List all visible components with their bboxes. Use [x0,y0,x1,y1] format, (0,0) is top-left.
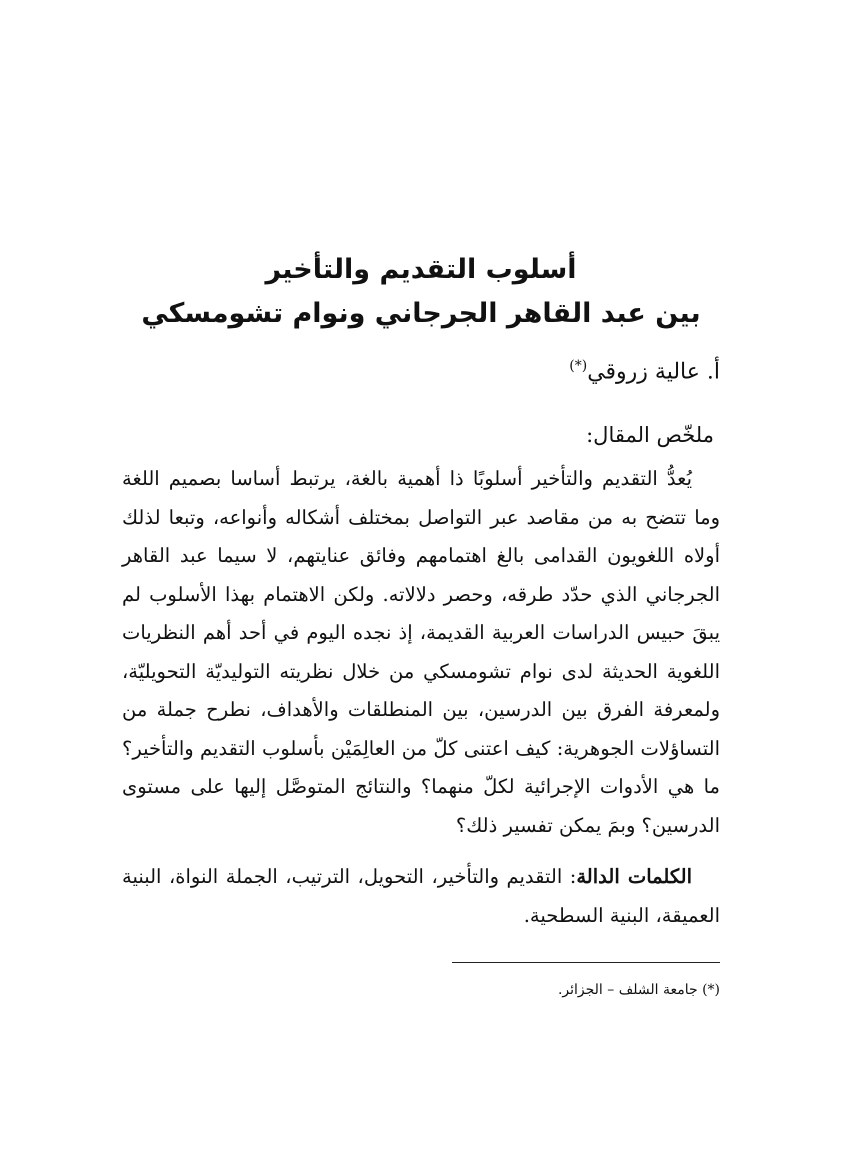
keywords-text: التقديم والتأخير، التحويل، الترتيب، الجملة النواة، البنية العميقة، البنية السطحية. [122,865,720,927]
keywords-label: الكلمات الدالة [576,865,692,888]
abstract-heading: ملخّص المقال: [586,423,714,447]
author-line [300,346,720,392]
keywords-separator: : [562,865,577,888]
article-title-line-1: أسلوب التقديم والتأخير [265,254,577,285]
footnote: (*) جامعة الشلف – الجزائر. [557,982,720,998]
abstract-body: يُعدُّ التقديم والتأخير أسلوبًا ذا أهمية بالغة، يرتبط أساسا بصميم اللغة وما تتضح به من مقاصد عبر التواصل بمختلف أشكاله وأنواعه، وتبعا لذلك أولاه اللغويون القدامى بالغ اهتمامهم وفائق عنايتهم، لا سيما عبد القاهر الجرجاني الذي حدّد طرقه، وحصر دلالاته. ولكن الاهتمام بهذا الأسلوب لم يبقَ حبيس الدراسات العربية القديمة، إذ نجده اليوم في أحد أهم النظريات اللغوية الحديثة لدى نوام تشومسكي من خلال نظريته التوليديّة التحويليّة، ولمعرفة الفرق بين الدرسين، بين المنطلقات والأهداف، نطرح جملة من التساؤلات الجوهرية: كيف اعتنى كلّ من العالِمَيْن بأسلوب التقديم والتأخير؟ ما هي الأدوات الإجرائية لكلّ منهما؟ والنتائج المتوصَّل إليها على مستوى الدرسين؟ وبمَ يمكن تفسير ذلك؟ [122,467,720,837]
keywords-paragraph [122,858,720,935]
footnote-divider [452,962,720,963]
author-footnote-marker: (*) [569,358,588,374]
article-title-line-2: بين عبد القاهر الجرجاني ونوام تشومسكي [141,298,701,329]
author-name: أ. عالية زروقي [587,359,720,385]
